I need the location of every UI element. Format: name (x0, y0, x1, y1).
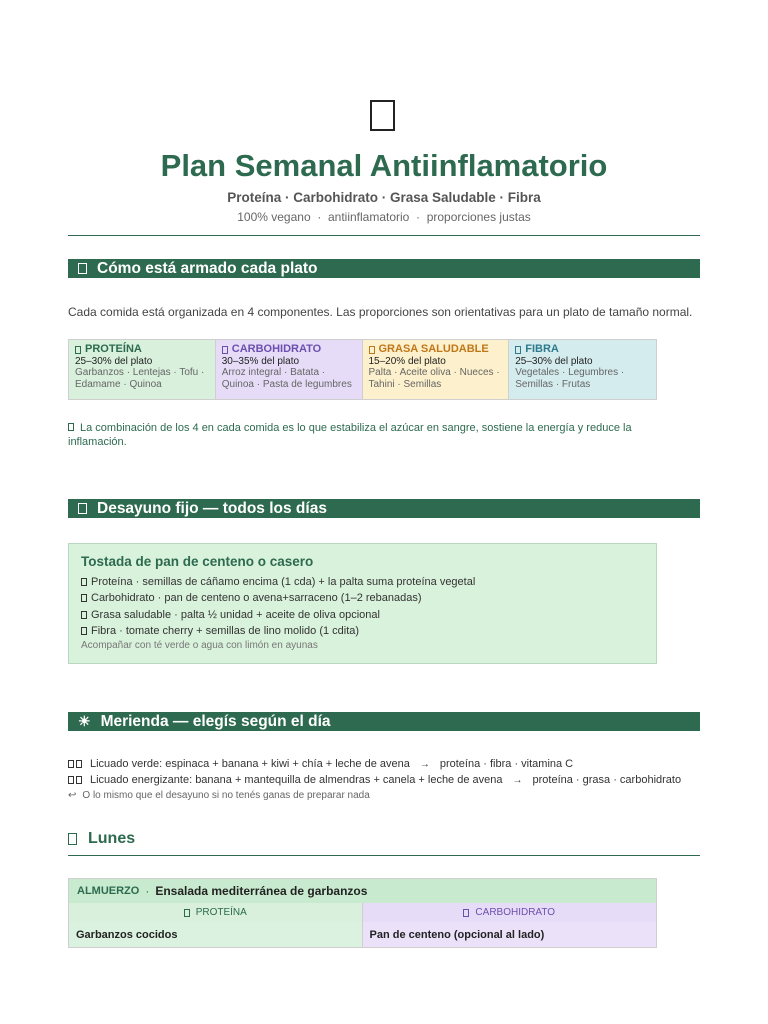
tagline-separator: · (416, 210, 421, 224)
section-title: Merienda — elegís según el día (100, 713, 331, 730)
breakfast-line (81, 590, 644, 606)
breakfast-line (81, 623, 644, 639)
breakfast-icon (78, 503, 87, 514)
component-fiber (509, 340, 656, 399)
calendar-icon (68, 833, 77, 845)
day-heading-monday (68, 830, 135, 848)
component-fat (363, 340, 510, 399)
snack-text: Licuado verde: espinaca + banana + kiwi + chía + leche de avena (90, 758, 410, 770)
breakfast-card (68, 543, 657, 664)
lunch-table (68, 878, 657, 948)
component-foods: Garbanzos · Lentejas · Tofu · Edamame · Quinoa (75, 367, 205, 390)
component-name: PROTEÍNA (85, 343, 142, 355)
tagline-part: proporciones justas (426, 210, 531, 224)
drink-icon (68, 760, 74, 768)
component-carb (216, 340, 363, 399)
section-header-breakfast (68, 499, 700, 518)
protein-icon (81, 578, 87, 586)
component-percent: 15–20% del plato (368, 355, 446, 367)
day-title: Lunes (88, 830, 136, 847)
lunch-category-row (69, 903, 656, 922)
component-name: GRASA SALUDABLE (378, 343, 489, 355)
arrow-right-icon: → (419, 758, 430, 770)
category-label: PROTEÍNA (195, 907, 247, 918)
meal-separator: · (145, 884, 150, 898)
lunch-item-row (69, 922, 656, 947)
tagline-part: 100% vegano (237, 210, 311, 224)
component-name: CARBOHIDRATO (231, 343, 322, 355)
protein-icon (75, 346, 81, 354)
plate-icon (78, 263, 87, 274)
arrow-right-icon: → (512, 774, 523, 786)
category-carb (363, 903, 657, 922)
plate-intro: Cada comida está organizada en 4 componentes. Las proporciones son orientativas para un plato de tamaño normal. (68, 305, 693, 319)
section-header-snack (68, 712, 700, 731)
snack-option (68, 758, 573, 770)
sun-icon: ☀ (78, 713, 91, 729)
component-foods: Arroz integral · Batata · Quinoa · Pasta de legumbres (221, 367, 352, 390)
snack-tags: proteína · fibra · vitamina C (439, 758, 574, 770)
day-divider (68, 855, 700, 856)
snack-text: Licuado energizante: banana + mantequilla de almendras + canela + leche de avena (90, 774, 503, 786)
breakfast-line-text: Fibra · tomate cherry + semillas de lino molido (1 cdita) (91, 624, 360, 637)
meal-dish: Ensalada mediterránea de garbanzos (155, 884, 368, 898)
snack-tags: proteína · grasa · carbohidrato (532, 774, 682, 786)
section-title: Cómo está armado cada plato (97, 260, 318, 277)
page-subtitle: Proteína · Carbohidrato · Grasa Saludable · Fibra (227, 190, 541, 205)
component-name: FIBRA (525, 343, 559, 355)
component-percent: 25–30% del plato (75, 355, 153, 367)
category-protein (69, 903, 363, 922)
lunch-header (69, 879, 656, 903)
breakfast-line-text: Carbohidrato · pan de centeno o avena+sarraceno (1–2 rebanadas) (91, 592, 422, 605)
breakfast-dish: Tostada de pan de centeno o casero (81, 554, 314, 569)
plate-note-text: La combinación de los 4 en cada comida es lo que estabiliza el azúcar en sangre, sostiene la energía y reduce la inflamación. (68, 422, 632, 448)
fiber-icon (81, 627, 87, 635)
breakfast-line-text: Proteína · semillas de cáñamo encima (1 cda) + la palta suma proteína vegetal (91, 576, 476, 588)
component-percent: 25–30% del plato (515, 355, 593, 367)
protein-icon (184, 909, 190, 917)
snack-alternative-text: O lo mismo que el desayuno si no tenés ganas de preparar nada (82, 790, 370, 801)
plate-note (68, 422, 668, 449)
page-title: Plan Semanal Antiinflamatorio (160, 148, 608, 183)
drink-icon (76, 776, 82, 784)
carb-item: Pan de centeno (opcional al lado) (363, 922, 657, 947)
section-title: Desayuno fijo — todos los días (97, 500, 327, 517)
component-foods: Vegetales · Legumbres · Semillas · Frutas (515, 367, 625, 390)
component-percent: 30–35% del plato (221, 355, 300, 367)
protein-item: Garbanzos cocidos (69, 922, 363, 947)
category-label: CARBOHIDRATO (475, 907, 556, 918)
tagline-separator: · (317, 210, 322, 224)
component-foods: Palta · Aceite oliva · Nueces · Tahini · Semillas (368, 367, 500, 390)
carb-icon (81, 594, 87, 602)
section-header-plate (68, 259, 700, 278)
breakfast-footnote: Acompañar con té verde o agua con limón en ayunas (81, 640, 318, 652)
snack-option (68, 774, 681, 786)
header-divider (68, 235, 700, 236)
snack-alternative (68, 790, 370, 801)
breakfast-line-text: Grasa saludable · palta ½ unidad + aceite de oliva opcional (91, 608, 380, 621)
drink-icon (68, 776, 74, 784)
breakfast-line (81, 607, 644, 623)
drink-icon (76, 760, 82, 768)
meal-label: ALMUERZO (77, 885, 140, 897)
breakfast-line (81, 574, 644, 590)
fiber-icon (515, 346, 521, 354)
fat-icon (81, 611, 87, 619)
fat-icon (369, 346, 375, 354)
document-icon (370, 100, 395, 131)
carb-icon (463, 909, 469, 917)
tagline-part: antiinflamatorio (327, 210, 410, 224)
components-table (68, 339, 657, 400)
lightbulb-icon (68, 423, 74, 431)
component-protein (69, 340, 216, 399)
return-icon: ↩ (68, 790, 77, 801)
carb-icon (222, 346, 228, 354)
page-tagline (68, 210, 700, 224)
